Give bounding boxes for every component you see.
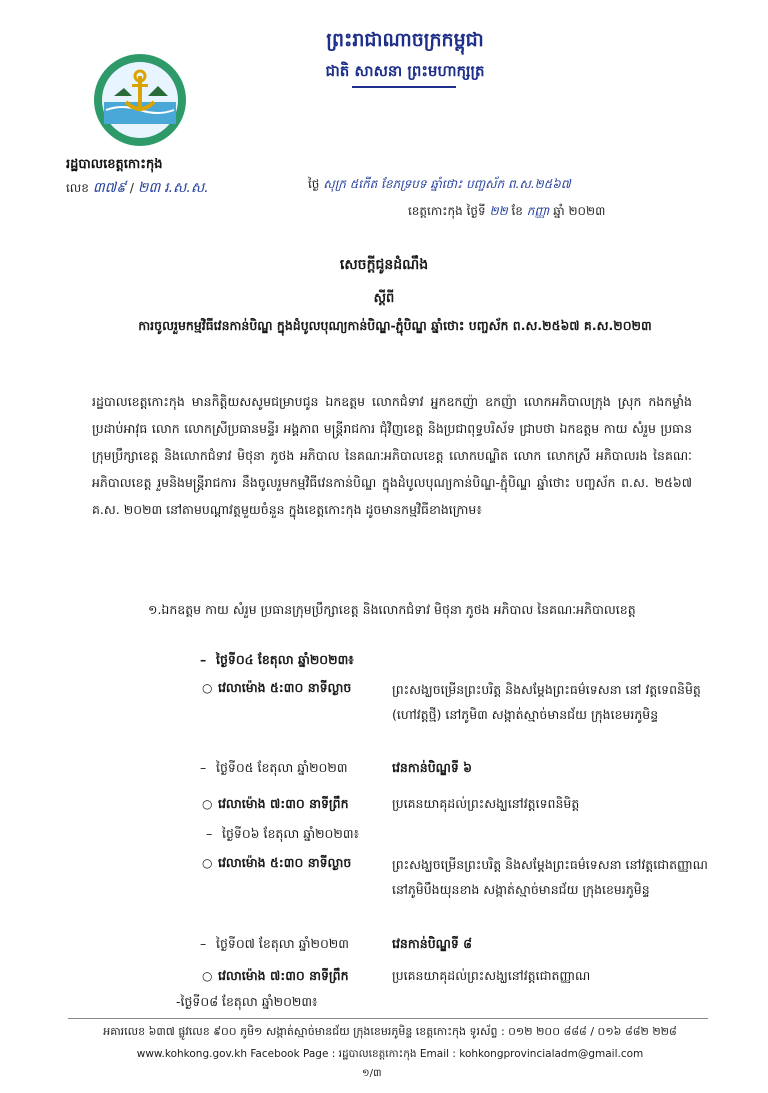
schedule-date: – ថ្ងៃទី០៤ ខែតុលា ឆ្នាំ២០២៣៖	[200, 652, 354, 667]
solar-year: ២០២៣	[568, 204, 606, 218]
kingdom-heading: ព្រះរាជាណាចក្រកម្ពុជា	[326, 29, 484, 51]
schedule-time: ○ វេលាម៉ោង ៧:៣០ នាទីព្រឹក	[202, 796, 349, 811]
ref-prefix: លេខ	[66, 181, 89, 195]
body-paragraph: រដ្ឋបាលខេត្តកោះកុង មានកិត្តិយសសូមជម្រាបជូន ឯកឧត្តម លោកជំទាវ អ្នកឧកញ៉ា ឧកញ៉ា លោកអភិបាលក្រុង ស្រុក កងកម្លាំងប្រដាប់អាវុធ លោក លោកស្រីប្រធានមន្ទីរ អង្គភាព មន្ត្រីរាជការ ជុំវិញខេត្ត និងប្រជាពុទ្ធបរិស័ទ ជ្រាបថា ឯកឧត្តម កាយ សំរួម ប្រធានក្រុមប្រឹក្សាខេត្ត និងលោកជំទាវ មិថុនា ភូថង អភិបាល នៃគណៈអភិបាលខេត្ត លោកបណ្ឌិត លោក លោកស្រី អភិបាលរង នៃគណៈអភិបាលខេត្ត រួមនិងមន្ត្រីរាជការ នឹងចូលរួមកម្មវិធីវេនកាន់បិណ្ឌ ក្នុងដំបូលបុណ្យកាន់បិណ្ឌ-ភ្ជុំបិណ្ឌ ឆ្នាំថោះ បញ្ចស័ក ព.ស. ២៥៦៧ គ.ស. ២០២៣ នៅតាមបណ្ដាវត្តមួយចំនួន ក្នុងខេត្តកោះកុង ដូចមានកម្មវិធីខាងក្រោម៖	[92, 394, 692, 517]
solar-month-label: ខែ	[511, 204, 523, 218]
lunar-date-label: ថ្ងៃ	[308, 177, 320, 191]
schedule-date: – ថ្ងៃទី០៥ ខែតុលា ឆ្នាំ២០២៣	[200, 760, 348, 775]
page-number: ១/៣	[362, 1068, 382, 1079]
solar-month: កញ្ញា	[526, 204, 550, 218]
notice-topic: ការចូលរួមកម្មវិធីវេនកាន់បិណ្ឌ ក្នុងដំបូលបុណ្យកាន់បិណ្ឌ-ភ្ជុំបិណ្ឌ ឆ្នាំថោះ បញ្ចស័ក ព.ស.២៥៦៧ គ.ស.២០២៣	[138, 318, 652, 333]
schedule-time: ○ វេលាម៉ោង ៥:៣០ នាទីល្ងាច	[202, 680, 352, 695]
footer-contact: www.kohkong.gov.kh Facebook Page : រដ្ឋបាលខេត្តកោះកុង Email : kohkongprovincialadm@gmail.com	[136, 1048, 644, 1060]
solar-date	[408, 203, 605, 221]
ref-number: ៣៧៩	[92, 180, 127, 196]
motto-divider	[352, 86, 456, 88]
footer-divider	[68, 1018, 708, 1019]
schedule-description: ព្រះសង្ឃចម្រើនព្រះបរិត្ត និងសម្ដែងព្រះធម៌ទេសនា នៅវត្តជោតញ្ញាណ នៅភូមិបឹងយុនខាង សង្កាត់ស្មាច់មានជ័យ ក្រុងខេមរភូមិន្ទ	[392, 857, 708, 897]
notice-title: សេចក្ដីជូនដំណឹង	[339, 257, 429, 273]
solar-place: ខេត្តកោះកុង ថ្ងៃទី	[408, 204, 486, 218]
schedule-description: ប្រគេនយាគុដល់ព្រះសង្ឃនៅវត្តទេពនិមិត្ត	[392, 796, 580, 811]
ref-year: ២៣	[137, 180, 161, 196]
section-1-heading: ១.ឯកឧត្តម កាយ សំរួម ប្រធានក្រុមប្រឹក្សាខេត្ត និងលោកជំទាវ មិថុនា ភូថង អភិបាល នៃគណៈអភិបាលខេត្ត	[148, 602, 636, 617]
national-motto: ជាតិ សាសនា ព្រះមហាក្សត្រ	[325, 62, 485, 80]
schedule-date: – ថ្ងៃទី០៦ ខែតុលា ឆ្នាំ២០២៣៖	[206, 826, 360, 841]
solar-year-label: ឆ្នាំ	[553, 204, 565, 218]
schedule-date: -ថ្ងៃទី០៨ ខែតុលា ឆ្នាំ២០២៣៖	[176, 994, 318, 1009]
ref-suffix: រ.ស.ស.	[164, 180, 209, 196]
reference-number: លេខ ៣៧៩ / ២៣ រ.ស.ស.	[66, 180, 209, 196]
schedule-shift: វេនកាន់បិណ្ឌទី ៨	[392, 936, 473, 951]
notice-subject-label: ស្ដីពី	[373, 291, 395, 306]
office-name: រដ្ឋបាលខេត្តកោះកុង	[66, 157, 163, 172]
schedule-time: ○ វេលាម៉ោង ៥:៣០ នាទីល្ងាច	[202, 855, 352, 870]
footer-address: អគារលេខ ៦៣៧ ផ្លូវលេខ ៩០០ ភូមិ១ សង្កាត់ស្មាច់មានជ័យ ក្រុងខេមរភូមិន្ទ ខេត្តកោះកុង ទូរស័ព្ទ : ០១២ ២០០ ៨៨៨ / ០១៦ ៨៨២ ២២៨	[103, 1025, 677, 1038]
solar-day: ២២	[489, 204, 508, 218]
lunar-date	[308, 176, 571, 194]
schedule-time: ○ វេលាម៉ោង ៧:៣០ នាទីព្រឹក	[202, 968, 349, 983]
provincial-seal-icon	[92, 52, 188, 148]
schedule-description: ព្រះសង្ឃចម្រើនព្រះបរិត្ត និងសម្ដែងព្រះធម៌ទេសនា នៅ វត្តទេពនិមិត្ត (ហៅវត្តថ្មី) នៅភូមិ៣ សង្កាត់ស្មាច់មានជ័យ ក្រុងខេមរភូមិន្ទ	[392, 682, 701, 722]
schedule-date: – ថ្ងៃទី០៧ ខែតុលា ឆ្នាំ២០២៣	[200, 936, 349, 951]
lunar-date-value: សុក្រ ៥កើត ខែភទ្របទ ឆ្នាំថោះ បញ្ចស័ក ព.ស.២៥៦៧	[323, 177, 571, 191]
schedule-description: ប្រគេនយាគុដល់ព្រះសង្ឃនៅវត្តជោតញ្ញាណ	[392, 968, 591, 983]
schedule-shift: វេនកាន់បិណ្ឌទី ៦	[392, 760, 473, 775]
